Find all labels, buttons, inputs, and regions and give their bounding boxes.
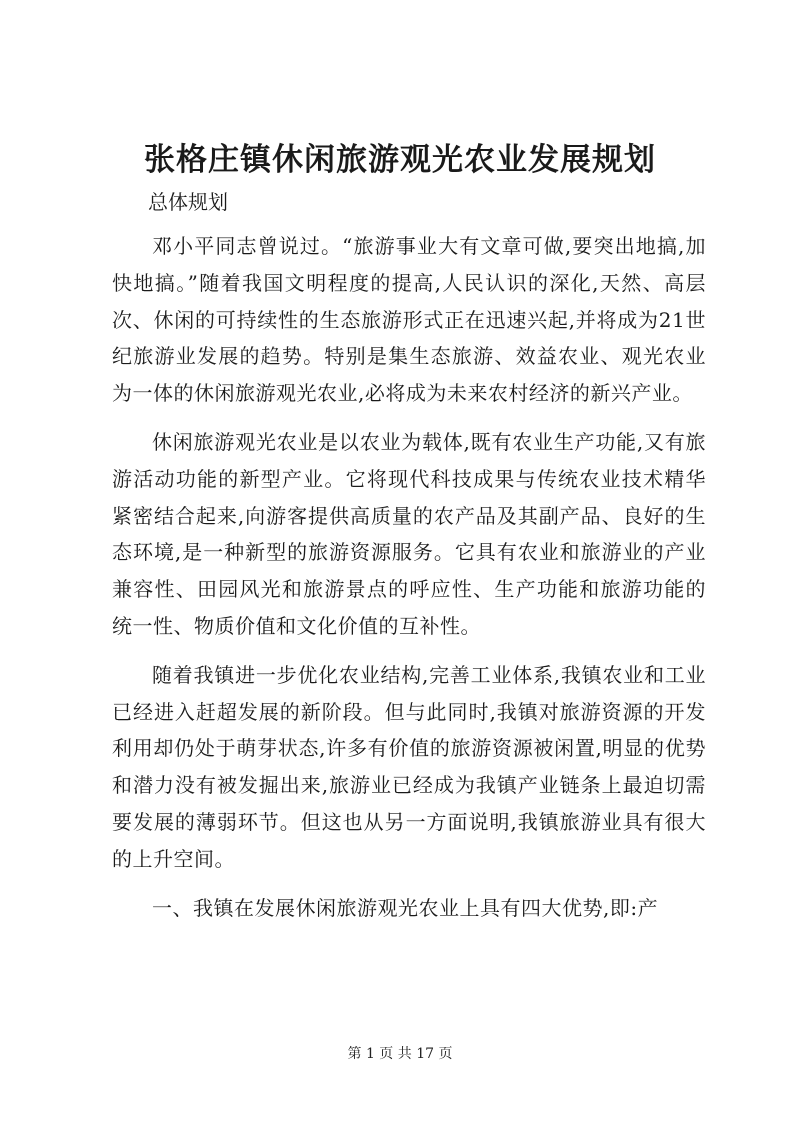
document-title: 张格庄镇休闲旅游观光农业发展规划	[144, 142, 656, 178]
section-heading: 总体规划	[148, 190, 228, 214]
paragraph-2: 休闲旅游观光农业是以农业为载体,既有农业生产功能,又有旅游活动功能的新型产业。它将现代科技成果与传统农业技术精华紧密结合起来,向游客提供高质量的农产品及其副产品、良好的生态环境,是一种新型的旅游资源服务。它具有农业和旅游业的产业兼容性、田园风光和旅游景点的呼应性、生产功能和旅游功能的统一性、物质价值和文化价值的互补性。	[112, 429, 706, 638]
page-number-footer: 第 1 页 共 17 页	[347, 1046, 453, 1062]
document-body	[112, 184, 706, 926]
paragraph-4: 一、我镇在发展休闲旅游观光农业上具有四大优势,即:产	[152, 895, 659, 920]
paragraph-1: 邓小平同志曾说过。“旅游事业大有文章可做,要突出地搞,加快地搞。”随着我国文明程度的提高,人民认识的深化,天然、高层次、休闲的可持续性的生态旅游形式正在迅速兴起,并将成为21世纪旅游业发展的趋势。特别是集生态旅游、效益农业、观光农业为一体的休闲旅游观光农业,必将成为未来农村经济的新兴产业。	[112, 234, 706, 406]
paragraph-3: 随着我镇进一步优化农业结构,完善工业体系,我镇农业和工业已经进入赶超发展的新阶段。但与此同时,我镇对旅游资源的开发利用却仍处于萌芽状态,许多有价值的旅游资源被闲置,明显的优势和潜力没有被发掘出来,旅游业已经成为我镇产业链条上最迫切需要发展的薄弱环节。但这也从另一方面说明,我镇旅游业具有很大的上升空间。	[112, 662, 706, 871]
